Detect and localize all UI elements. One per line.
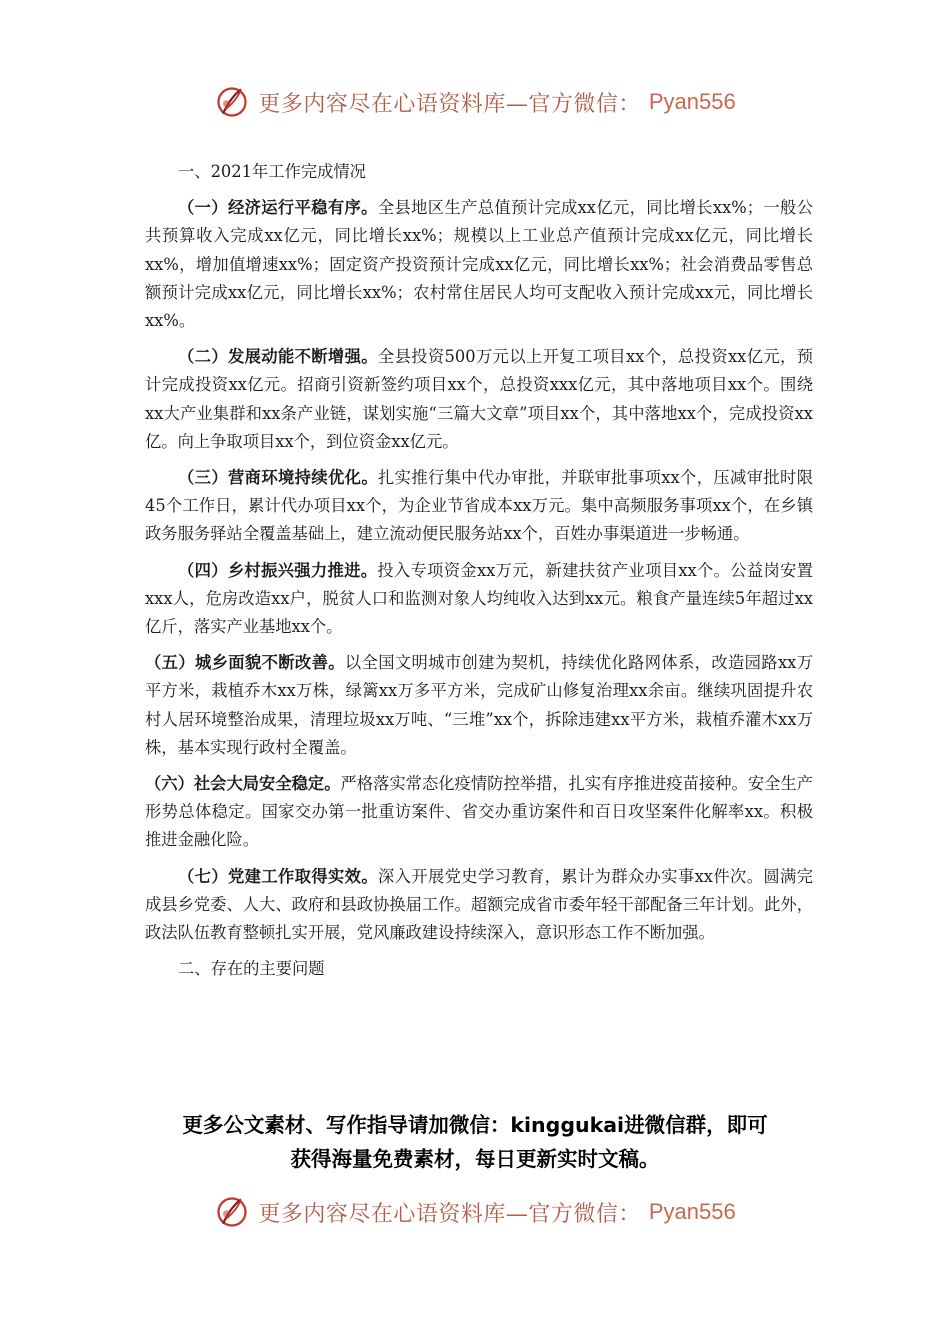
section1-heading: 一、2021年工作完成情况	[178, 162, 366, 181]
paragraph-economy	[145, 194, 813, 335]
banner-text: 更多内容尽在心语资料库—官方微信：	[258, 1201, 641, 1227]
document-body	[145, 158, 813, 991]
banner-wechat-id: Pyan556	[648, 1199, 736, 1224]
paragraph-party	[145, 863, 813, 948]
paragraph-title: （一）经济运行平稳有序。	[178, 198, 378, 218]
paragraph-body: 全县投资500万元以上开复工项目xx个，总投资xx亿元，预计完成投资xx亿元。招商引资新签约项目xx个，总投资xxx亿元，其中落地项目xx个。围绕xx大产业集群和xx条产业链，谋划实施“三篇大文章”项目xx个，其中落地xx个，完成投资xx亿。向上争取项目xx个，到位资金xx亿元。	[145, 347, 813, 451]
footer-watermark-banner	[0, 1190, 950, 1234]
paragraph-body: 投入专项资金xx万元，新建扶贫产业项目xx个。公益岗安置xxx人，危房改造xx户，脱贫人口和监测对象人均纯收入达到xx元。粮食产量连续5年超过xx亿斤，落实产业基地xx个。	[145, 560, 813, 637]
paragraph-momentum	[145, 343, 813, 456]
paragraph-title: （二）发展动能不断增强。	[178, 347, 378, 367]
paragraph-title: （七）党建工作取得实效。	[178, 866, 378, 886]
paragraph-title: （四）乡村振兴强力推进。	[178, 560, 378, 580]
paragraph-title: （六）社会大局安全稳定。	[145, 774, 341, 794]
quill-logo-icon	[214, 1194, 250, 1230]
section2-heading: 二、存在的主要问题	[178, 959, 325, 979]
promo-line-2: 获得海量免费素材，每日更新实时文稿。	[290, 1147, 660, 1171]
paragraph-rural	[145, 557, 813, 642]
header-watermark-banner	[0, 80, 950, 124]
promo-notice	[0, 1108, 950, 1176]
paragraph-title: （三）营商环境持续优化。	[178, 468, 378, 488]
paragraph-body: 严格落实常态化疫情防控举措，扎实有序推进疫苗接种。安全生产形势总体稳定。国家交办第一批重访案件、省交办重访案件和百日攻坚案件化解率xx。积极推进金融化险。	[145, 774, 813, 850]
paragraph-body: 以全国文明城市创建为契机，持续优化路网体系，改造园路xx万平方米，栽植乔木xx万株，绿篱xx万多平方米，完成矿山修复治理xx余亩。继续巩固提升农村人居环境整治成果，清理垃圾xx万吨、“三堆”xx个，拆除违建xx平方米，栽植乔灌木xx万株，基本实现行政村全覆盖。	[145, 653, 813, 757]
paragraph-title: （五）城乡面貌不断改善。	[145, 653, 345, 673]
promo-line-1: 更多公文素材、写作指导请加微信：kinggukai进微信群，即可	[182, 1113, 768, 1137]
paragraph-body: 扎实推行集中代办审批，并联审批事项xx个，压减审批时限45个工作日，累计代办项目xx个，为企业节省成本xx万元。集中高频服务事项xx个，在乡镇政务服务驿站全覆盖基础上，建立流动便民服务站xx个，百姓办事渠道进一步畅通。	[145, 468, 813, 544]
paragraph-business-env	[145, 464, 813, 549]
banner-text: 更多内容尽在心语资料库—官方微信：	[258, 91, 641, 117]
banner-wechat-id: Pyan556	[648, 89, 736, 114]
paragraph-safety	[145, 770, 813, 855]
paragraph-urban	[145, 649, 813, 762]
quill-logo-icon	[214, 84, 250, 120]
paragraph-body: 深入开展党史学习教育，累计为群众办实事xx件次。圆满完成县乡党委、人大、政府和县政协换届工作。超额完成省市委年轻干部配备三年计划。此外，政法队伍教育整顿扎实开展，党风廉政建设持续深入，意识形态工作不断加强。	[145, 866, 813, 943]
paragraph-body: 全县地区生产总值预计完成xx亿元，同比增长xx%；一般公共预算收入完成xx亿元，同比增长xx%；规模以上工业总产值预计完成xx亿元，同比增长xx%，增加值增速xx%；固定资产投资预计完成xx亿元，同比增长xx%；社会消费品零售总额预计完成xx亿元，同比增长xx%；农村常住居民人均可支配收入预计完成xx元，同比增长xx%。	[145, 198, 813, 331]
